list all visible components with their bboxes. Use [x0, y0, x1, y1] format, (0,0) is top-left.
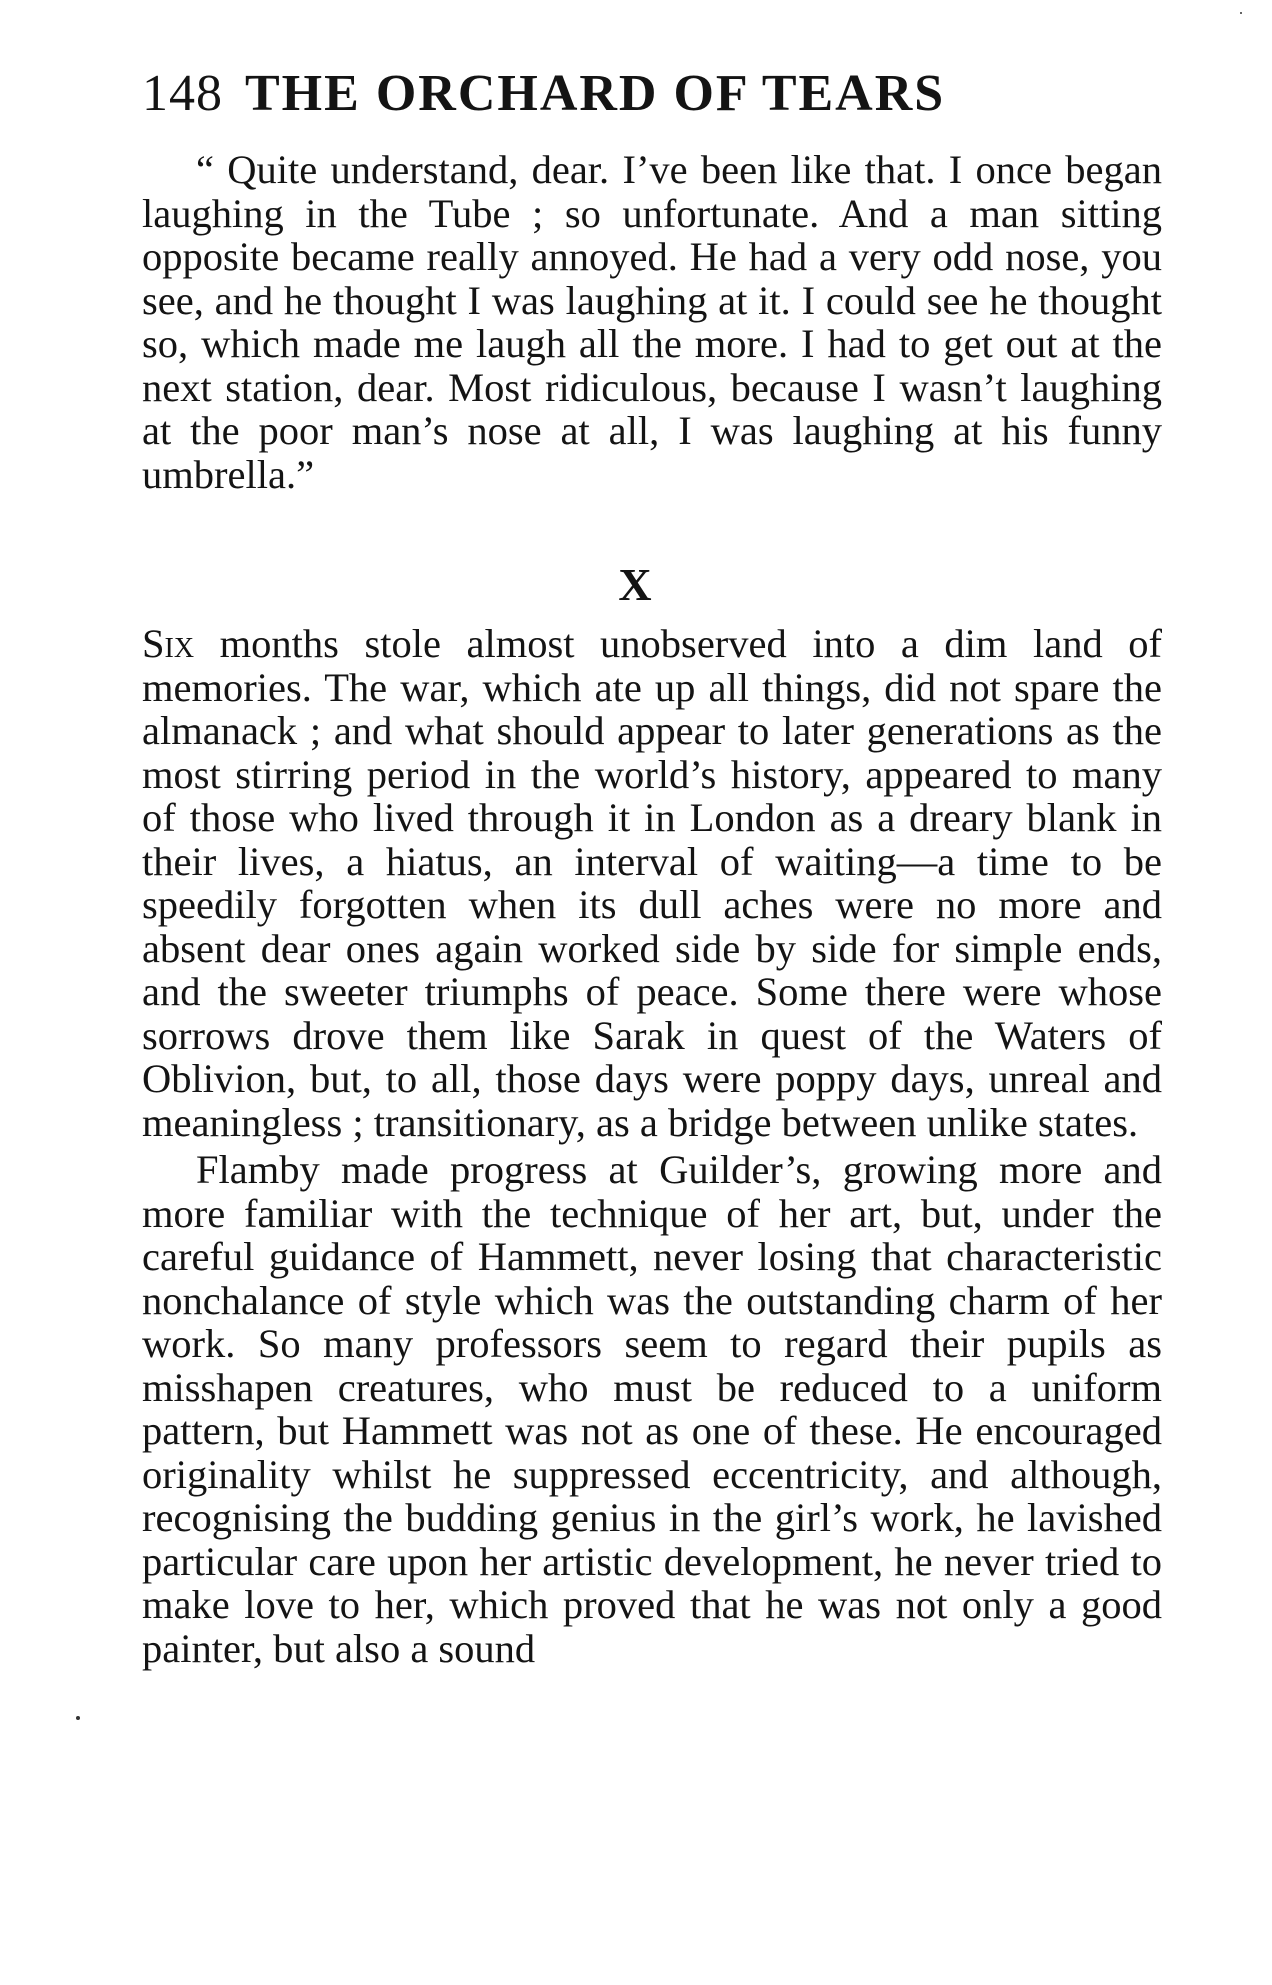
- running-head: [142, 64, 1042, 123]
- chapter-paragraph-2: Flamby made progress at Guilder’s, growing more and more familiar with the technique of her art, but, under the careful guidance of Hammett, never losing that characteristic nonchalance of style which was the outstanding charm of her work. So many professors seem to regard their pupils as misshapen creatures, who must be reduced to a uniform pattern, but Hammett was not as one of these. He encouraged originality whilst he suppressed eccentricity, and although, recognising the budding genius in the girl’s work, he lavished particular care upon her artistic development, he never tried to make love to her, which proved that he was not only a good painter, but also a sound: [142, 1147, 1162, 1671]
- quote-block: [142, 148, 1162, 496]
- page-number: 148: [142, 65, 223, 122]
- print-speck: [1240, 12, 1242, 14]
- print-speck: [76, 1716, 80, 1720]
- chapter-first-word: Six: [142, 621, 195, 666]
- chapter-paragraph-1-text: months stole almost unobserved into a dim land of memories. The war, which ate up all things, did not spare the almanack ; and what should appear to later generations as the most stirring period in the world’s history, appeared to many of those who lived through it in London as a dreary blank in their lives, a hiatus, an interval of waiting—a time to be speedily forgotten when its dull aches were no more and absent dear ones again worked side by side for simple ends, and the sweeter triumphs of peace. Some there were whose sorrows drove them like Sarak in quest of the Waters of Oblivion, but, to all, those days were poppy days, unreal and meaningless ; transitionary, as a bridge between unlike states.: [142, 621, 1162, 1145]
- chapter-paragraph-1: [142, 622, 1162, 1144]
- chapter-body: [142, 622, 1162, 1670]
- chapter-numeral: X: [618, 559, 654, 610]
- book-title: THE ORCHARD OF TEARS: [245, 65, 946, 122]
- quote-paragraph: “ Quite understand, dear. I’ve been like that. I once began laughing in the Tube ; so unfortunate. And a man sitting opposite became really annoyed. He had a very odd nose, you see, and he thought I was laughing at it. I could see he thought so, which made me laugh all the more. I had to get out at the next station, dear. Most ridiculous, because I wasn’t laughing at the poor man’s nose at all, I was laughing at his funny umbrella.”: [142, 147, 1162, 497]
